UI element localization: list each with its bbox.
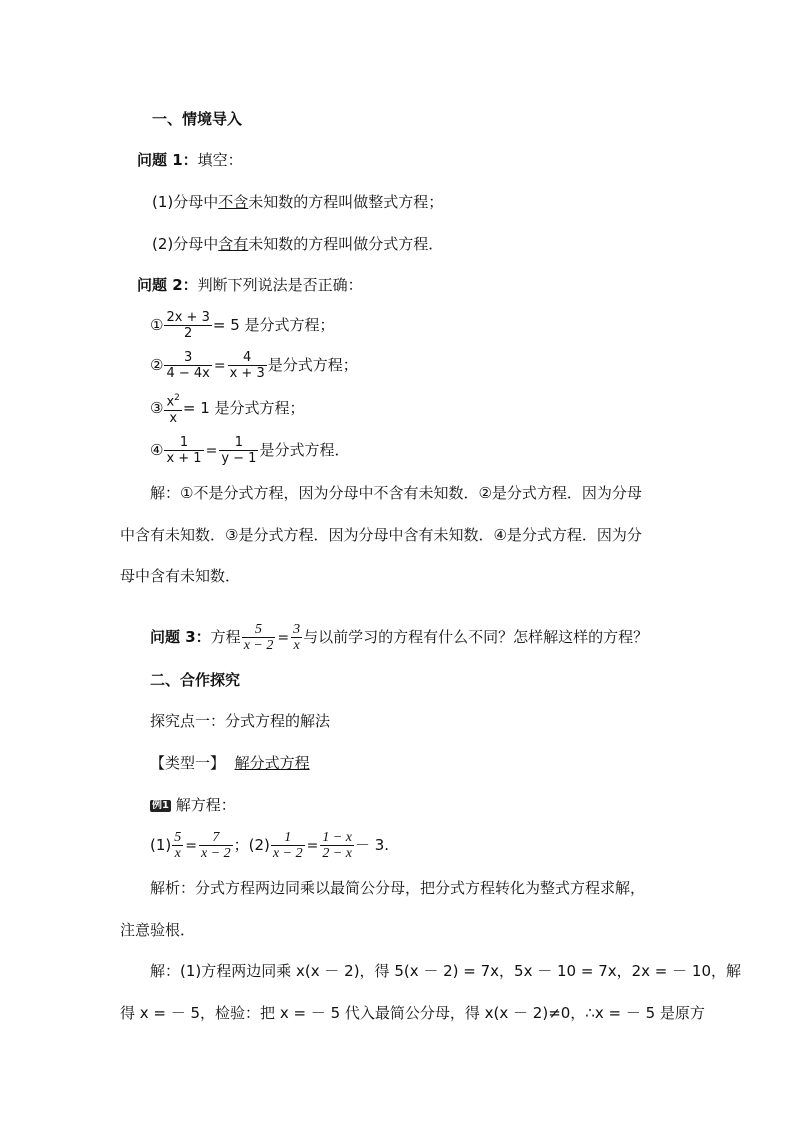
- example-1-equations: [150, 826, 389, 865]
- q1-item-2-a: (2)分母中: [152, 235, 219, 253]
- equals-sign: =: [277, 630, 290, 646]
- section-title-2: 二、合作探究: [150, 671, 241, 689]
- question-3-label: 问题 3：: [150, 628, 211, 646]
- denominator: 4 − 4x: [166, 366, 210, 381]
- q2-equation-2: [150, 347, 358, 384]
- question-2-text: 判断下列说法是否正确：: [197, 276, 363, 294]
- q2-equation-4-rest: 是分式方程．: [259, 441, 350, 459]
- denominator: x − 2: [272, 846, 303, 861]
- q1-item-2-b: 未知数的方程叫做分式方程．: [248, 235, 444, 253]
- q1-item-1-a: (1)分母中: [152, 193, 219, 211]
- question-2: [137, 275, 363, 295]
- q2-equation-1: [150, 307, 335, 343]
- question-1: [137, 150, 243, 170]
- q1-item-1-b: 未知数的方程叫做整式方程；: [248, 193, 444, 211]
- question-1-text: 填空：: [197, 151, 243, 169]
- example-1: [150, 795, 236, 815]
- denominator: x: [174, 846, 181, 861]
- q2-equation-4: [150, 432, 349, 469]
- q2-equation-2-rest: 是分式方程；: [267, 356, 358, 374]
- denominator: x: [293, 638, 300, 653]
- q1-item-1-underlined: 不含: [218, 193, 249, 211]
- q2-solution-line-3: 母中含有未知数．: [120, 567, 241, 585]
- numerator: 1 − x: [322, 830, 352, 845]
- fraction-right: [228, 350, 267, 381]
- section-title-1: 一、情境导入: [152, 110, 243, 128]
- part-2-label: ；(2): [233, 836, 270, 854]
- numerator: 7: [199, 830, 233, 846]
- q2-equation-3: [150, 390, 305, 426]
- numerator: 3: [293, 622, 301, 637]
- fraction: [320, 830, 354, 861]
- denominator: x − 2: [200, 846, 231, 861]
- superscript: 2: [174, 393, 180, 404]
- circled-4: ④: [150, 441, 164, 459]
- q1-item-2: [152, 234, 443, 254]
- question-3-text-a: 方程: [210, 628, 241, 646]
- q2-equation-1-rest: = 5 是分式方程；: [212, 316, 335, 334]
- fraction: [172, 830, 183, 861]
- denominator: x: [169, 410, 178, 426]
- numerator: 4: [228, 350, 267, 366]
- numerator: 5: [174, 830, 182, 845]
- analysis-line-2: 注意验根．: [120, 921, 196, 939]
- numerator: 1: [219, 435, 258, 451]
- equals-sign: =: [205, 443, 218, 459]
- type-title: 解分式方程: [234, 754, 310, 772]
- denominator: x + 1: [166, 451, 202, 466]
- equation-tail: － 3.: [354, 836, 390, 854]
- explore-point: 探究点一：分式方程的解法: [150, 712, 331, 730]
- fraction: [164, 391, 181, 425]
- solution-line-2: 得 x = － 5，检验：把 x = － 5 代入最简公分母，得 x(x － 2)≠0，∴x = － 5 是原方: [120, 1004, 705, 1022]
- numerator: 1: [164, 435, 203, 451]
- equals-sign: =: [306, 838, 319, 854]
- question-3: [150, 619, 648, 656]
- denominator: x + 3: [229, 366, 265, 381]
- fraction-right: [219, 435, 258, 466]
- fraction-left: [164, 435, 203, 466]
- part-1-label: (1): [150, 836, 172, 854]
- example-1-text: 解方程：: [175, 796, 236, 814]
- fraction-right: [291, 622, 302, 653]
- q2-solution-line-1: 解：①不是分式方程，因为分母中不含有未知数．②是分式方程．因为分母: [150, 484, 642, 502]
- example-badge: 例1: [152, 799, 169, 811]
- type-heading: [150, 753, 310, 773]
- type-bracket: 【类型一】: [150, 754, 226, 772]
- numerator-base: x: [166, 394, 175, 410]
- circled-2: ②: [150, 356, 164, 374]
- solution-line-1: 解：(1)方程两边同乘 x(x － 2)，得 5(x － 2) = 7x，5x － 10 = 7x，2x = － 10，解: [150, 962, 742, 980]
- q1-item-1: [152, 192, 443, 212]
- denominator: 2 − x: [322, 846, 352, 861]
- fraction: [164, 310, 211, 341]
- circled-3: ③: [150, 399, 164, 417]
- q2-solution-line-2: 中含有未知数．③是分式方程．因为分母中含有未知数．④是分式方程．因为分: [120, 526, 642, 544]
- numerator: 3: [164, 350, 211, 366]
- q2-equation-3-rest: = 1 是分式方程；: [182, 399, 305, 417]
- question-3-text-b: 与以前学习的方程有什么不同？怎样解这样的方程？: [303, 628, 649, 646]
- fraction: [271, 830, 305, 861]
- circled-1: ①: [150, 316, 164, 334]
- denominator: 2: [184, 326, 193, 341]
- numerator: [164, 391, 181, 410]
- equals-sign: =: [185, 838, 197, 854]
- q1-item-2-underlined: 含有: [218, 235, 249, 253]
- question-1-label: 问题 1：: [137, 151, 198, 169]
- analysis-line-1: 解析：分式方程两边同乘以最简公分母，把分式方程转化为整式方程求解，: [150, 879, 646, 897]
- fraction: [199, 830, 233, 861]
- denominator: x − 2: [243, 638, 274, 653]
- question-2-label: 问题 2：: [137, 276, 198, 294]
- fraction-left: [164, 350, 211, 381]
- numerator: 2x + 3: [166, 310, 210, 325]
- numerator: 1: [271, 830, 305, 846]
- equals-sign: =: [213, 358, 226, 374]
- fraction-left: [242, 622, 276, 653]
- denominator: y − 1: [221, 451, 257, 466]
- numerator: 5: [242, 622, 276, 638]
